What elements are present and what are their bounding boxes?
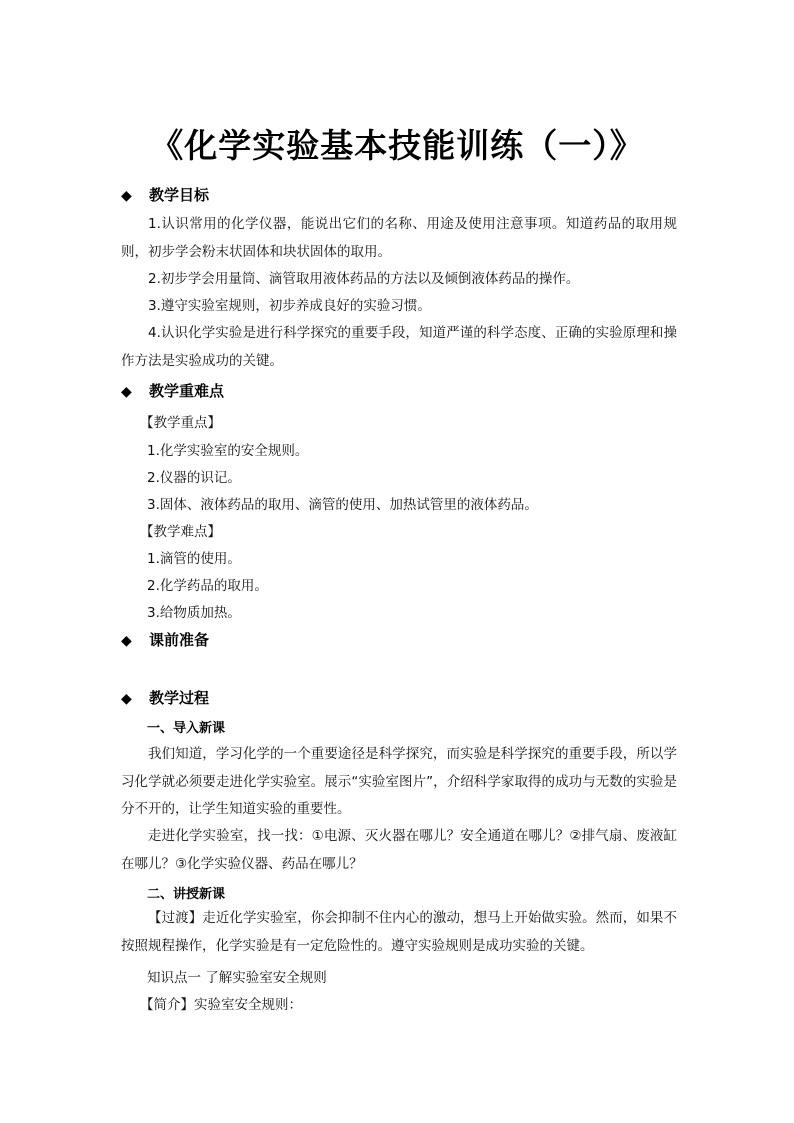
section-heading-label: 教学过程 xyxy=(149,689,210,707)
diamond-bullet-icon: ◆ xyxy=(121,188,132,204)
section-heading-goals xyxy=(121,184,209,205)
key-point-item: 2.仪器的识记。 xyxy=(147,470,241,486)
goal-item: 2.初步学会用量筒、滴管取用液体药品的方法以及倾倒液体药品的操作。 xyxy=(148,271,580,287)
body-paragraph: 走进化学实验室，找一找：①电源、灭火器在哪儿？安全通道在哪儿？②排气扇、废液缸在哪儿？③化学实验仪器、药品在哪儿？ xyxy=(121,828,677,872)
section-heading-focus xyxy=(121,380,224,401)
section-heading-label: 教学重难点 xyxy=(149,382,225,400)
intro-line: 【简介】实验室安全规则： xyxy=(140,997,302,1013)
section-heading-process xyxy=(121,687,209,708)
difficult-point-item: 1.滴管的使用。 xyxy=(147,551,241,567)
document-title: 《化学实验基本技能训练（一）》 xyxy=(150,126,644,165)
goal-item: 4.认识化学实验是进行科学探究的重要手段，知道严谨的科学态度、正确的实验原理和操作方法是实验成功的关键。 xyxy=(121,325,677,369)
subsection-title: 一、导入新课 xyxy=(147,721,226,736)
body-paragraph: 【过渡】走近化学实验室，你会抑制不住内心的激动，想马上开始做实验。然而，如果不按照规程操作，化学实验是有一定危险性的。遵守实验规则是成功实验的关键。 xyxy=(121,910,677,954)
key-point-item: 3.固体、液体药品的取用、滴管的使用、加热试管里的液体药品。 xyxy=(147,497,538,513)
difficult-points-label: 【教学难点】 xyxy=(140,524,221,540)
section-heading-label: 课前准备 xyxy=(149,631,210,649)
section-heading-prep xyxy=(121,629,209,650)
difficult-point-item: 3.给物质加热。 xyxy=(147,605,241,621)
goal-item: 1.认识常用的化学仪器，能说出它们的名称、用途及使用注意事项。知道药品的取用规则，初步学会粉末状固体和块状固体的取用。 xyxy=(121,216,677,260)
key-point-item: 1.化学实验室的安全规则。 xyxy=(147,443,309,459)
goal-item: 3.遵守实验室规则，初步养成良好的实验习惯。 xyxy=(148,298,431,314)
difficult-point-item: 2.化学药品的取用。 xyxy=(147,578,268,594)
subsection-title: 二、讲授新课 xyxy=(147,887,226,902)
knowledge-point-title: 知识点一 了解实验室安全规则 xyxy=(147,970,327,986)
body-paragraph: 我们知道，学习化学的一个重要途径是科学探究，而实验是科学探究的重要手段，所以学习化学就必须要走进化学实验室。展示“实验室图片”，介绍科学家取得的成功与无数的实验是分不开的，让学生知道实验的重要性。 xyxy=(121,746,677,817)
diamond-bullet-icon: ◆ xyxy=(121,384,132,400)
section-heading-label: 教学目标 xyxy=(149,186,210,204)
diamond-bullet-icon: ◆ xyxy=(121,633,132,649)
key-points-label: 【教学重点】 xyxy=(140,415,221,431)
diamond-bullet-icon: ◆ xyxy=(121,691,132,707)
